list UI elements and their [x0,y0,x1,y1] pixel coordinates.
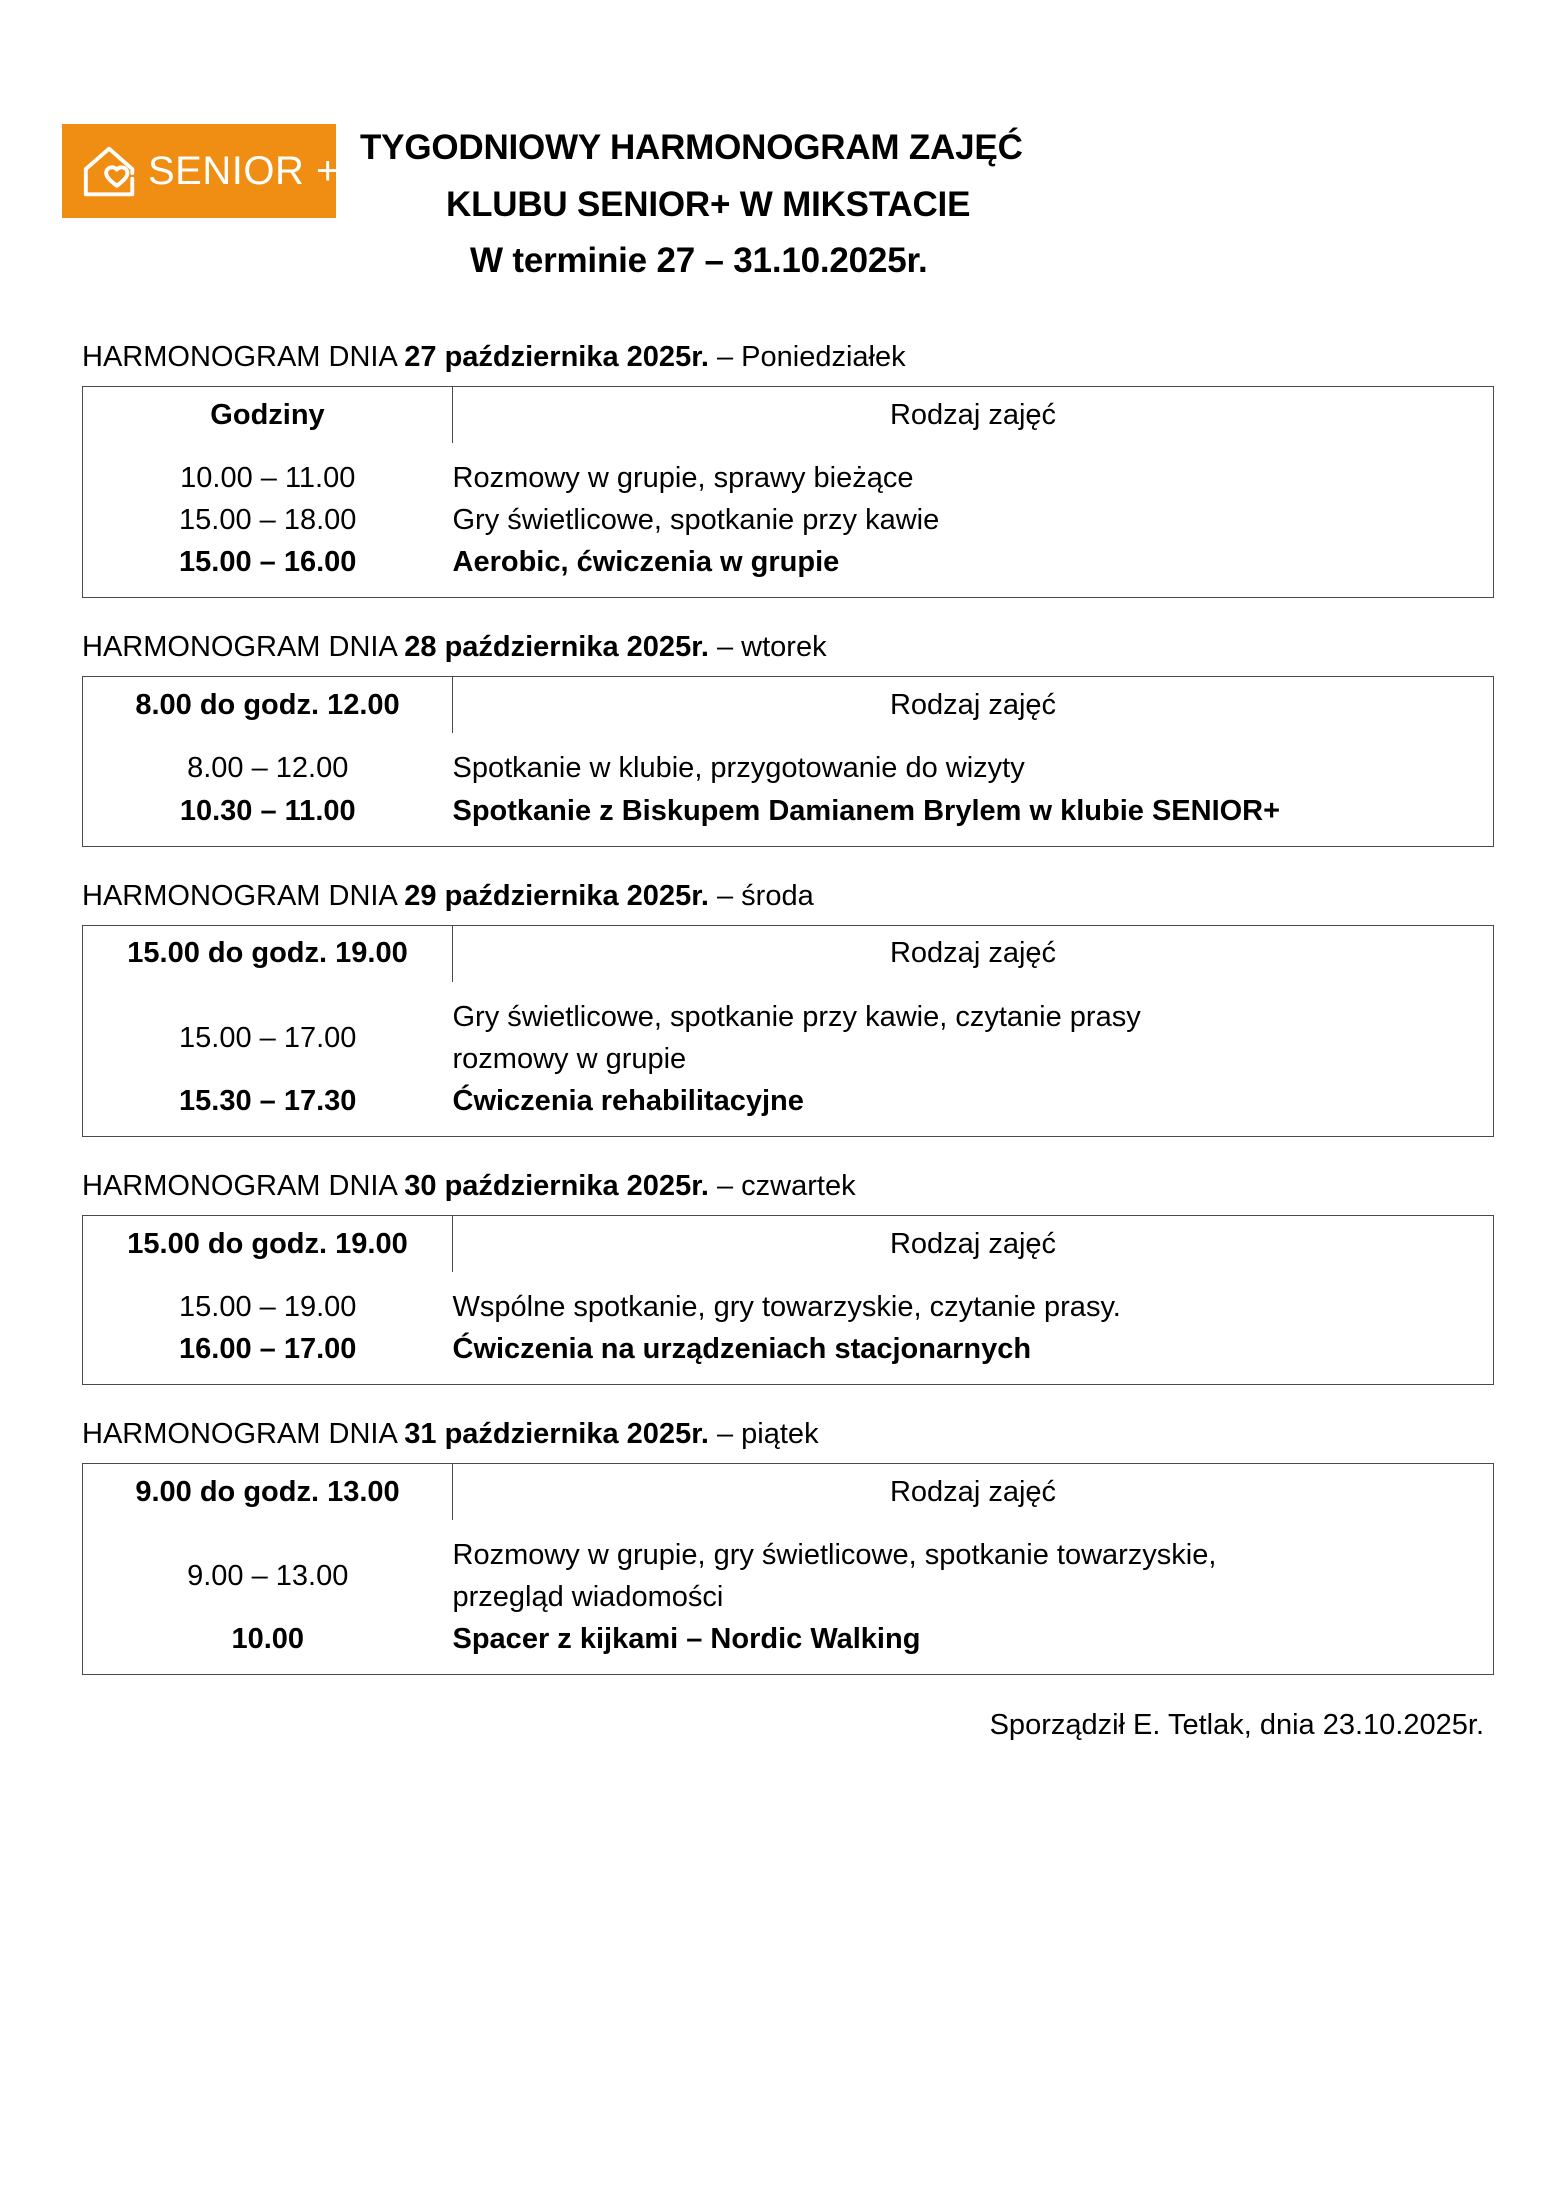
row-activity: Ćwiczenia rehabilitacyjne [452,1084,804,1117]
row-activity-line-1: Rozmowy w grupie, gry świetlicowe, spotkanie towarzyskie, [452,1539,1217,1572]
document-header [0,0,1556,290]
day-heading-prefix: HARMONOGRAM DNIA [82,879,405,912]
day-heading-date: 30 października 2025r. [404,1169,709,1202]
title-line-3: W terminie 27 – 31.10.2025r. [470,241,928,281]
row-activity-line-2: rozmowy w grupie [452,1042,687,1075]
row-activity: Gry świetlicowe, spotkanie przy kawie [452,504,940,537]
day-heading-weekday: – Poniedziałek [708,341,906,374]
row-hours: 10.30 – 11.00 [179,794,356,827]
title-line-1: TYGODNIOWY HARMONOGRAM ZAJĘĆ [360,128,1023,167]
day-heading [82,628,1494,667]
table-header-row [83,1216,1494,1273]
logo-wordmark: SENIOR + [148,148,340,193]
day-heading-prefix: HARMONOGRAM DNIA [82,1169,405,1202]
table-row [83,499,1494,541]
day-schedule-table [82,676,1494,846]
house-heart-icon [80,140,142,202]
table-row [83,1328,1494,1385]
day-heading-weekday: – czwartek [708,1169,856,1202]
day-heading [82,877,1494,916]
day-heading-prefix: HARMONOGRAM DNIA [82,631,405,664]
day-schedule-table [82,386,1494,598]
row-hours: 16.00 – 17.00 [179,1333,357,1366]
row-hours: 10.00 – 11.00 [180,462,356,495]
day-block [82,628,1494,846]
day-heading [82,1415,1494,1454]
day-heading-date: 31 października 2025r. [404,1418,709,1451]
row-hours: 10.00 [231,1623,305,1656]
kind-column-header: Rodzaj zajęć [889,937,1057,970]
day-heading [82,1167,1494,1206]
row-activity: Wspólne spotkanie, gry towarzyskie, czytanie prasy. [452,1291,1121,1323]
day-block [82,1167,1494,1385]
day-block [82,877,1494,1137]
row-activity [453,982,1494,1080]
table-row [83,443,1494,499]
table-header-row [83,387,1494,444]
table-header-row [83,1464,1494,1521]
row-activity: Aerobic, ćwiczenia w grupie [452,546,840,579]
day-block [82,338,1494,598]
hours-column-header: 15.00 do godz. 19.00 [83,925,453,982]
day-heading-weekday: – wtorek [708,631,827,664]
hours-column-header: 15.00 do godz. 19.00 [83,1216,453,1273]
day-heading-weekday: – środa [708,879,814,912]
table-row [83,982,1494,1080]
table-header-row [83,925,1494,982]
day-heading-prefix: HARMONOGRAM DNIA [82,341,405,374]
day-schedule-table [82,1215,1494,1385]
row-activity: Rozmowy w grupie, sprawy bieżące [452,462,914,495]
table-row [83,541,1494,598]
table-header-row [83,677,1494,734]
row-hours: 15.00 – 16.00 [179,546,357,579]
day-heading-date: 28 października 2025r. [404,631,709,664]
row-activity: Ćwiczenia na urządzeniach stacjonarnych [452,1333,1032,1366]
table-row [83,1520,1494,1618]
day-schedule-table [82,925,1494,1137]
day-heading-date: 29 października 2025r. [404,879,709,912]
row-hours: 9.00 – 13.00 [187,1560,349,1593]
row-hours: 15.30 – 17.30 [179,1084,357,1117]
kind-column-header: Rodzaj zajęć [889,1227,1057,1260]
day-heading-weekday: – piątek [708,1418,819,1451]
row-hours: 15.00 – 19.00 [179,1291,357,1323]
day-heading [82,338,1494,377]
table-row [83,790,1494,847]
row-activity: Spotkanie z Biskupem Damianem Brylem w klubie SENIOR+ [452,794,1281,827]
row-activity [453,1520,1494,1618]
table-row [83,1080,1494,1137]
table-row [83,733,1494,789]
row-activity-line-1: Gry świetlicowe, spotkanie przy kawie, czytanie prasy [452,1000,1141,1033]
row-hours: 15.00 – 17.00 [179,1021,357,1054]
row-hours: 15.00 – 18.00 [179,504,357,537]
senior-plus-logo [62,124,340,218]
hours-column-header: 8.00 do godz. 12.00 [83,677,453,734]
row-activity: Spacer z kijkami – Nordic Walking [452,1623,921,1656]
row-hours: 8.00 – 12.00 [187,752,349,785]
kind-column-header: Rodzaj zajęć [889,689,1057,722]
table-row [83,1272,1494,1328]
row-activity-line-2: przegląd wiadomości [452,1581,724,1614]
hours-column-header: 9.00 do godz. 13.00 [83,1464,453,1521]
row-activity: Spotkanie w klubie, przygotowanie do wizyty [452,752,1025,785]
day-schedule-table [82,1463,1494,1675]
day-block [82,1415,1494,1675]
document-title [336,118,1556,290]
table-row [83,1618,1494,1675]
footer-signature: Sporządził E. Tetlak, dnia 23.10.2025r. [989,1709,1484,1742]
title-line-2: KLUBU SENIOR+ W MIKSTACIE [446,184,971,224]
schedule-sections [0,338,1556,1746]
day-heading-date: 27 października 2025r. [404,341,709,374]
day-heading-prefix: HARMONOGRAM DNIA [82,1418,405,1451]
hours-column-header: Godziny [83,387,453,444]
kind-column-header: Rodzaj zajęć [889,1475,1057,1508]
kind-column-header: Rodzaj zajęć [889,398,1057,431]
